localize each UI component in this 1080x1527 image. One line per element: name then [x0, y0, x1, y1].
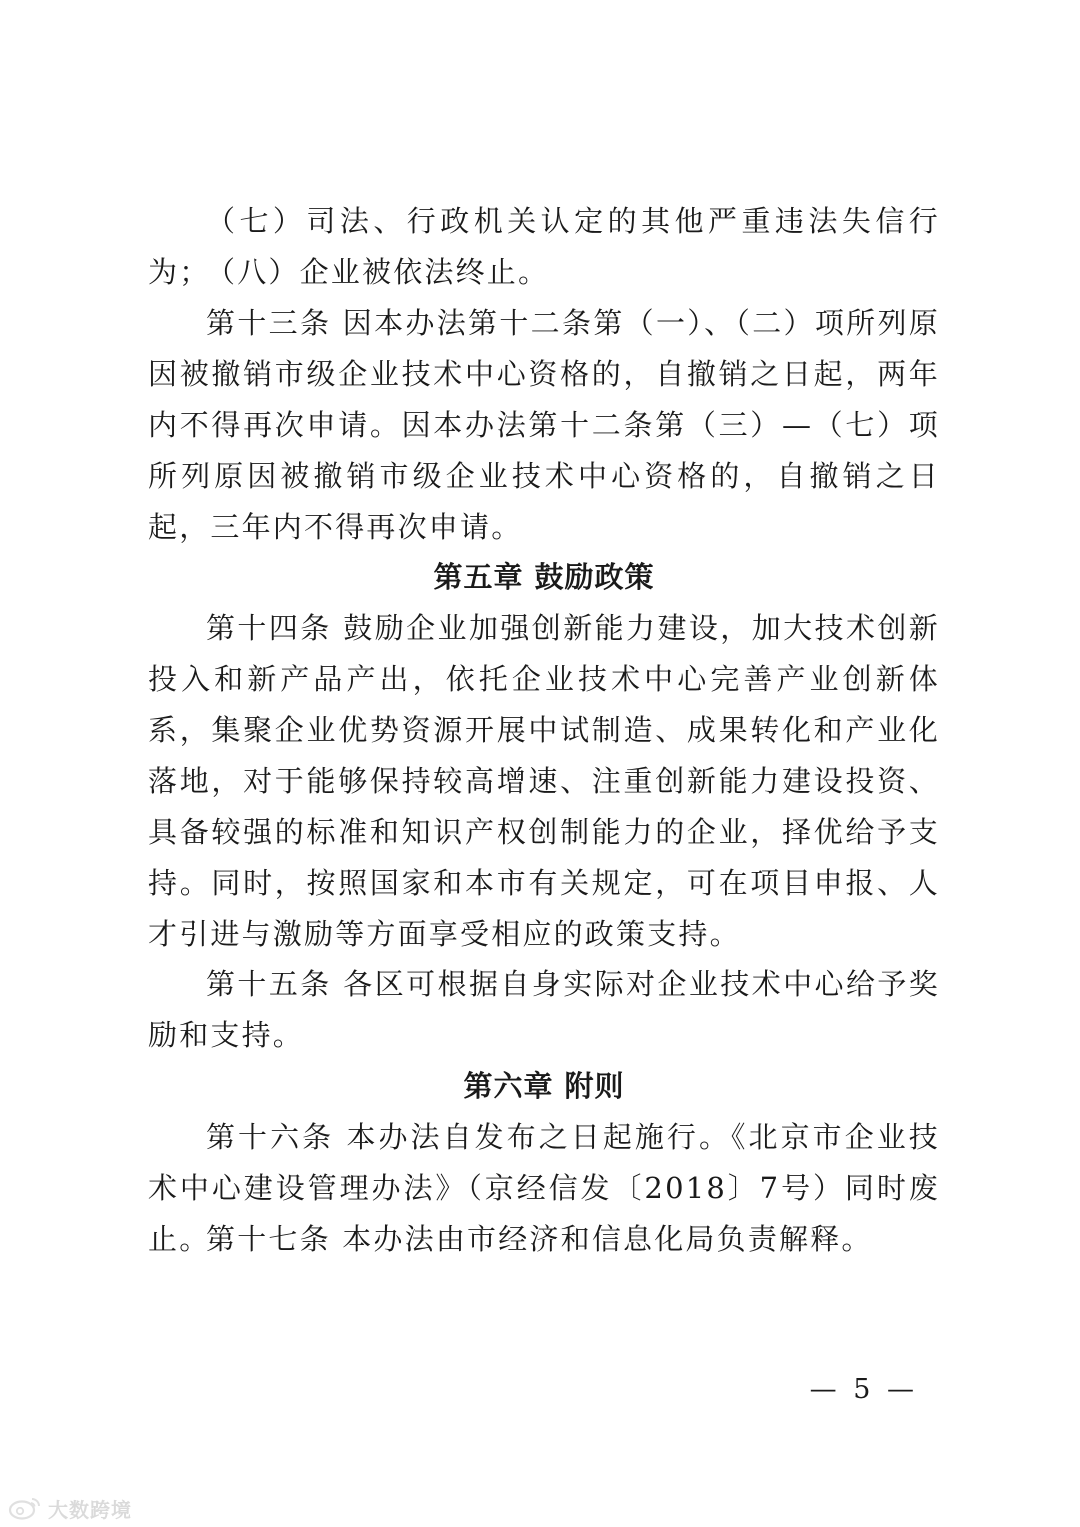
watermark-text: 大数跨境	[48, 1497, 132, 1522]
article-14: 第十四条 鼓励企业加强创新能力建设，加大技术创新投入和新产品产出，依托企业技术中心完善产业创新体系，集聚企业优势资源开展中试制造、成果转化和产业化落地，对于能够保持较高增速、注重创新能力建设投资、具备较强的标准和知识产权创制能力的企业，择优给予支持。同时，按照国家和本市有关规定，可在项目申报、人才引进与激励等方面享受相应的政策支持。	[148, 611, 940, 951]
article-15: 第十五条 各区可根据自身实际对企业技术中心给予奖励和支持。	[148, 967, 940, 1052]
watermark	[8, 1494, 132, 1522]
weibo-logo-icon	[8, 1496, 42, 1520]
page-number: — 5 —	[809, 1374, 918, 1405]
clause-item-8: （八）企业被依法终止。	[206, 255, 550, 289]
article-13: 第十三条 因本办法第十二条第（一）、（二）项所列原因被撤销市级企业技术中心资格的，自撤销之日起，两年内不得再次申请。因本办法第十二条第（三）—（七）项所列原因被撤销市级企业技术中心资格的，自撤销之日起，三年内不得再次申请。	[148, 306, 940, 544]
chapter-6-heading: 第六章 附则	[463, 1069, 625, 1103]
chapter-5-heading: 第五章 鼓励政策	[433, 560, 655, 594]
article-17: 第十七条 本办法由市经济和信息化局负责解释。	[206, 1222, 873, 1256]
clause-item-7: （七）司法、行政机关认定的其他严重违法失信行为；	[148, 204, 940, 289]
article-16: 第十六条 本办法自发布之日起施行。《北京市企业技术中心建设管理办法》（京经信发〔2018〕7号）同时废止。	[148, 1120, 940, 1256]
